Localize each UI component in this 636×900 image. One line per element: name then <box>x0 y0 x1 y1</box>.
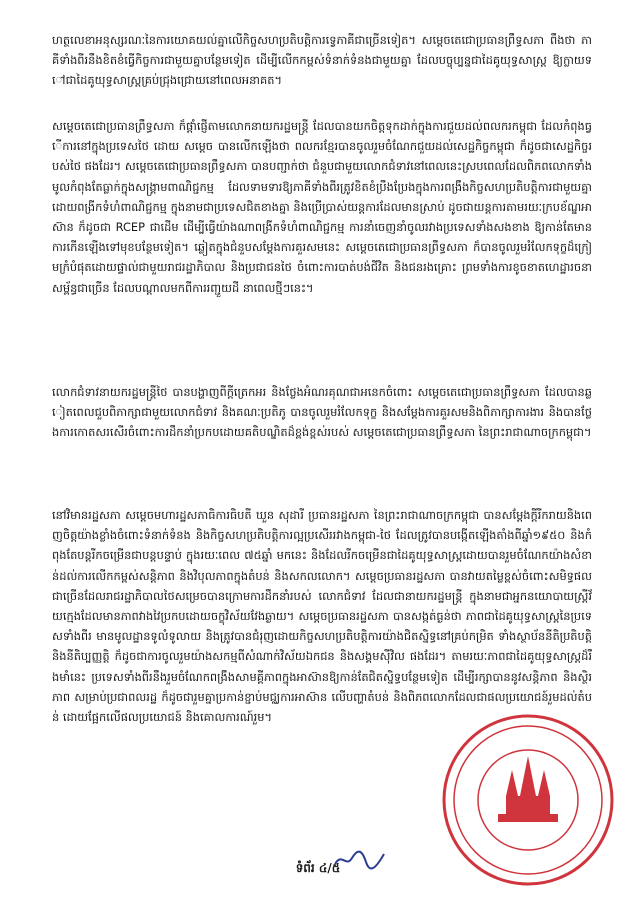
paragraph-2: សម្ដេចតេជោប្រធានព្រឹទ្ធសភា ក៏ផ្ដាំផ្ញើតាមលោកនាយករដ្ឋមន្ត្រី ដែលបានយកចិត្តទុកដាក់ក្នុងការជួយដល់ពលករកម្ពុជា ដែលកំពុងធ្វើការនៅក្នុងប្រទេសថៃ ដោយ សម្ដេច បានលើកឡើងថា ពលករខ្មែរបានចូលរួមចំណែកជួយដល់សេដ្ឋកិច្ចកម្ពុជា ក៏ដូចជាសេដ្ឋកិច្ចរបស់ថៃ ផងដែរ។ សម្ដេចតេជោប្រធានព្រឹទ្ធសភា បានបញ្ជាក់ថា ជំនួបជាមួយលោកជំទាវនៅពេលនេះស្របពេលដែលពិភពលោកទាំងមូលកំពុងតែធ្លាក់ក្នុងសង្គ្រាមពាណិជ្ជកម្ម ដែលទាមទារឱ្យភាគីទាំងពីរត្រូវខិតខំប្រឹងប្រែងក្នុងការពង្រឹងកិច្ចសហប្រតិបត្តិការជាមួយគ្នា ដោយពង្រីកទំហំពាណិជ្ជកម្ម ក្នុងនាមជាប្រទេសជិតខាងគ្នា និងប្រើប្រាស់យន្តការដែលមានស្រាប់ ដូចជាយន្តការតាមរយៈក្របខ័ណ្ឌអាស៊ាន ក៏ដូចជា RCEP ជាដើម ដើម្បីធ្វើយ៉ាងណាពង្រីកទំហំពាណិជ្ជកម្ម ការនាំចេញនាំចូលរវាងប្រទេសទាំងសងខាង ឱ្យកាន់តែមានការកើនឡើងទៅមុខបន្ថែមទៀត។ ឆ្លៀតក្នុងជំនួបសម្ដែងការគួរសមនេះ សម្ដេចតេជោប្រធានព្រឹទ្ធសភា ក៏បានចូលរួមរំលែកទុក្ខដ៏ក្រៀមក្រំបំផុតដោយផ្ទាល់ជាមួយរាជរដ្ឋាភិបាល និងប្រជាជនថៃ ចំពោះការបាត់បង់ជីវិត និងជនរងគ្រោះ ព្រមទាំងការខូចខាតហេដ្ឋារចនាសម្ព័ន្ធជាច្រើន ដែលបណ្ដាលមកពីការរញ្ជួយដី នាពេលថ្មីៗនេះ។ <box>52 119 592 295</box>
paragraph-1: ហត្ថលេខាអនុស្សរណៈនៃការយោគយល់គ្នាលើកិច្ចសហប្រតិបត្តិការទ្វេភាគីជាច្រើនទៀត។ សម្ដេចតេជោប្រធានព្រឹទ្ធសភា ពឹងថា ភាគីទាំងពីរនឹងខិតខំធ្វើកិច្ចការជាមួយគ្នាបន្ថែមទៀត ដើម្បីលើកកម្ពស់ទំនាក់ទំនងជាមួយគ្នា ដែលបច្ចុប្បន្នជាដៃគូយុទ្ធសាស្ត្រ ឱ្យក្លាយទៅជាដៃគូយុទ្ធសាស្ត្រគ្រប់ជ្រុងជ្រោយនៅពេលអនាគត។ <box>52 33 592 88</box>
paragraph-3: លោកជំទាវនាយករដ្ឋមន្ត្រីថៃ បានបង្ហាញពីក្ដីត្រេកអរ និងថ្លែងអំណរគុណជាអនេកចំពោះ សម្ដេចតេជោប្រធានព្រឹទ្ធសភា ដែលបានឆ្លៀតពេលជួបពិភាក្សាជាមួយលោកជំទាវ និងគណៈប្រតិភូ បានចូលរួមរំលែកទុក្ខ និងសម្ដែងការគួរសមនិងពិភាក្សាការងារ និងបានថ្លែងការកោតសរសើរចំពោះការដឹកនាំប្រកបដោយគតិបណ្ឌិតដ៏ខ្ពង់ខ្ពស់របស់ សម្ដេចតេជោប្រធានព្រឹទ្ធសភា នៃព្រះរាជាណាចក្រកម្ពុជា។ <box>52 385 592 440</box>
official-seal-stamp <box>440 712 616 888</box>
paragraph-4: នៅវិមានរដ្ឋសភា សម្ដេចមហារដ្ឋសភាធិការធិបតី ឃួន សុដារី ប្រធានរដ្ឋសភា នៃព្រះរាជាណាចក្រកម្ពុជា បានសម្ដែងក្ដីរីករាយនិងពេញចិត្តយ៉ាងខ្លាំងចំពោះទំនាក់ទំនង និងកិច្ចសហប្រតិបត្តិការល្អប្រសើររវាងកម្ពុជា-ថៃ ដែលត្រូវបានបង្កើតឡើងតាំងពីឆ្នាំ១៩៥០ និងកំពុងតែបន្តរីកចម្រើនជាបន្តបន្ទាប់ ក្នុងរយៈពេល ៧៥ឆ្នាំ មកនេះ និងដែលរីកចម្រើនជាដៃគូយុទ្ធសាស្ត្រដោយបានរួមចំណែកយ៉ាងសំខាន់ដល់ការលើកកម្ពស់សន្តិភាព និងវិបុលភាពក្នុងតំបន់ និងសកលលោក។ សម្ដេចប្រធានរដ្ឋសភា បានវាយតម្លៃខ្ពស់ចំពោះសមិទ្ធផលជាច្រើនដែលរាជរដ្ឋាភិបាលថៃសម្រេចបានក្រោមការដឹកនាំរបស់ លោកជំទាវ ដែលជានាយករដ្ឋមន្ត្រី ក្នុងនាមជាអ្នកនយោបាយស្ត្រីវ័យក្មេងដែលមានភាពវាងវៃប្រកបដោយចក្ខុវិស័យវែងឆ្ងាយ។ សម្ដេចប្រធានរដ្ឋសភា បានសង្កត់ធ្ងន់ថា ភាពជាដៃគូយុទ្ធសាស្ត្រនៃប្រទេសទាំងពីរ មានមូលដ្ឋានទូលំទូលាយ និងត្រូវបានជំរុញដោយកិច្ចសហប្រតិបត្តិការយ៉ាងជិតស្និទ្ធនៅគ្រប់កម្រិត ទាំងស្ថាប័ននីតិប្រតិបត្តិ និងនីតិប្បញ្ញត្តិ ក៏ដូចជាការចូលរួមយ៉ាងសកម្មពីសំណាក់វិស័យឯកជន និងសង្គមស៊ីវិល ផងដែរ។ តាមរយៈភាពជាដៃគូយុទ្ធសាស្ត្រដ៏រឹងមាំនេះ ប្រទេសទាំងពីរនឹងរួមចំណែកពង្រឹងសាមគ្គីភាពក្នុងអាស៊ានឱ្យកាន់តែជិតស្និទ្ធបន្ថែមទៀត ដើម្បីរក្សាបាននូវសន្តិភាព និងស្ថិរភាព សម្រាប់ប្រជាពលរដ្ឋ ក៏ដូចជារួមគ្នាប្រកាន់ខ្ជាប់មជ្ឈការអាស៊ាន លើបញ្ហាតំបន់ និងពិភពលោកដែលជាផលប្រយោជន៍រួមដល់តំបន់ ដោយផ្អែកលើផលប្រយោជន៍ និងគោលការណ៍រួម។ <box>52 508 592 725</box>
page-number: ទំព័រ ៤/៥ <box>295 861 341 875</box>
